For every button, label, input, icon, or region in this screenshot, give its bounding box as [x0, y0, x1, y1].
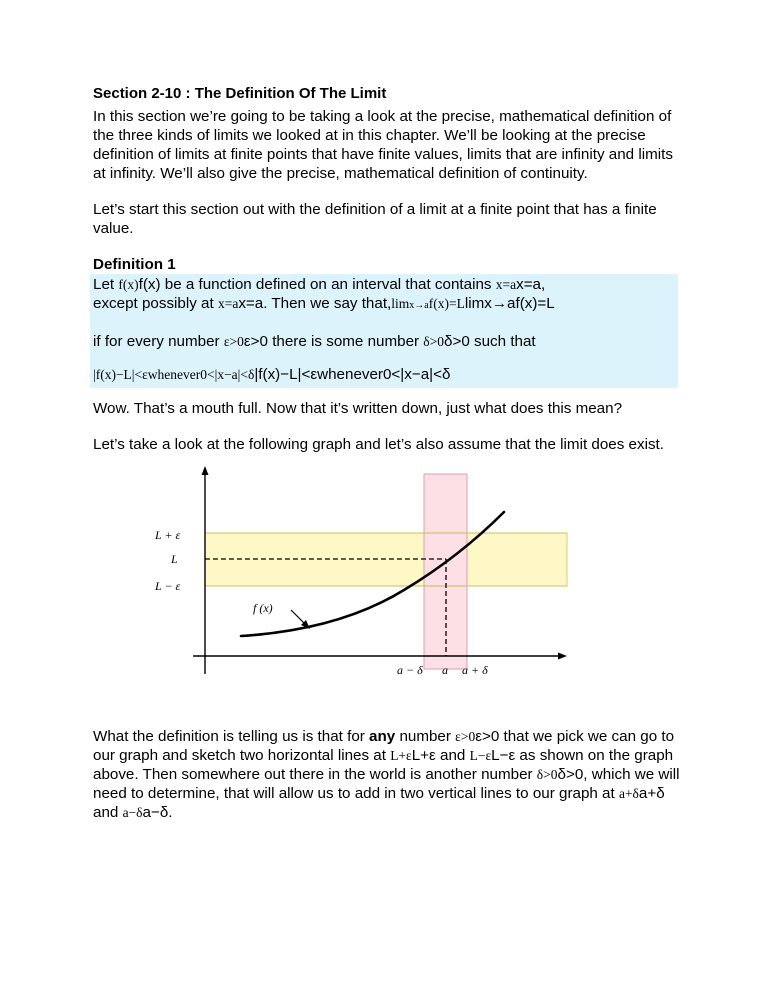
intro-paragraph: In this section we’re going to be taking a look at the precise, mathematical definition of the three kinds of limits we looked at in this chapter. We’ll be looking at the precise definition of limits at finite points that have finite values, limits that are infinity and limits at infinity. We’ll also give the precise, mathematical definition of continuity. — [93, 108, 673, 182]
definition-line-3: if for every number ε>0ε>0 there is some number δ>0δ>0 such that — [93, 333, 536, 350]
section-title: Section 2-10 : The Definition Of The Limit — [93, 85, 387, 102]
definition-heading: Definition 1 — [93, 256, 176, 273]
limit-graph — [149, 462, 569, 712]
label-a-plus-delta: a + δ — [462, 663, 488, 677]
take-look-paragraph: Let’s take a look at the following graph and let’s also assume that the limit does exist. — [93, 436, 664, 453]
label-f-of-x: f (x) — [253, 601, 273, 615]
label-L: L — [171, 552, 178, 566]
label-L-minus-epsilon: L − ε — [155, 579, 181, 593]
definition-line-4: |f(x)−L|<εwhenever0<|x−a|<δ|f(x)−L|<εwhenever0<|x−a|<δ — [93, 366, 451, 383]
page-content — [93, 84, 683, 822]
label-a: a — [442, 663, 448, 677]
label-L-plus-epsilon: L + ε — [155, 528, 181, 542]
wow-paragraph: Wow. That’s a mouth full. Now that it’s written down, just what does this mean? — [93, 400, 623, 417]
definition-box — [90, 274, 678, 388]
explanation-paragraph: What the definition is telling us is that for any number ε>0ε>0 that we pick we can go to our graph and sketch two horizontal lines at L+εL+ε and L−εL−ε as shown on the graph above. Then somewhere out there in the world is another number δ>0δ>0, which we will need to determine, that will allow us to add in two vertical lines to our graph at a+δa+δ and a−δa−δ. — [93, 728, 680, 821]
definition-line-2: except possibly at x=ax=a. Then we say that,limx→af(x)=Llimx→af(x)=L — [93, 295, 555, 312]
label-a-minus-delta: a − δ — [397, 663, 423, 677]
definition-line-1: Let f(x)f(x) be a function defined on an interval that contains x=ax=a, — [93, 276, 546, 293]
start-paragraph: Let’s start this section out with the definition of a limit at a finite point that has a finite value. — [93, 201, 657, 237]
